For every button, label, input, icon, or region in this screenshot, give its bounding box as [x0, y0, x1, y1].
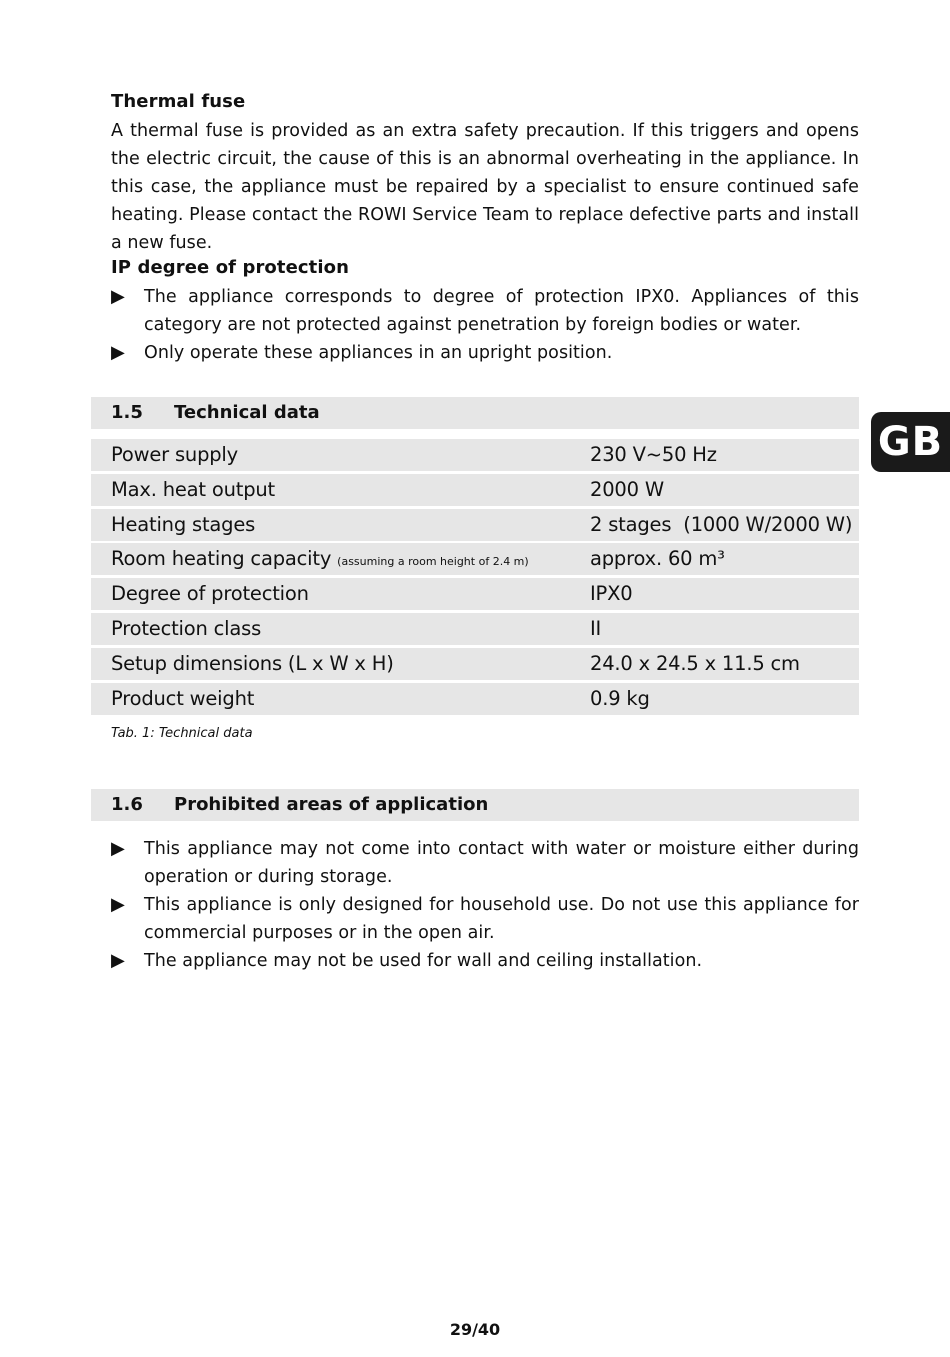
list-item	[111, 835, 859, 891]
spec-label: Degree of protection	[111, 582, 309, 606]
spec-label: Room heating capacity (assuming a room height of 2.4 m)	[111, 547, 529, 571]
table-row	[91, 578, 859, 610]
spec-value: 230 V~50 Hz	[590, 443, 717, 466]
list-item	[111, 283, 859, 339]
spec-label: Max. heat output	[111, 477, 275, 501]
ip-protection-list	[111, 283, 859, 367]
section-header-technical-data	[91, 397, 859, 429]
list-item	[111, 891, 859, 947]
spec-value: 2000 W	[590, 477, 664, 501]
prohibited-list	[111, 835, 859, 975]
spec-value: 2 stages (1000 W/2000 W)	[590, 512, 853, 536]
table-row	[91, 683, 859, 715]
section-number: 1.6	[111, 794, 143, 815]
language-tab: GB	[871, 412, 950, 472]
bullet-arrow-icon: ▶	[111, 950, 125, 971]
spec-value: 24.0 x 24.5 x 11.5 cm	[590, 651, 800, 675]
list-item-text: This appliance is only designed for household use. Do not use this appliance for commercial purposes or in the open air.	[144, 895, 859, 943]
table-row	[91, 543, 859, 575]
spec-label: Protection class	[111, 616, 262, 640]
spec-label: Heating stages	[111, 512, 256, 536]
table-row	[91, 439, 859, 471]
list-item	[111, 339, 859, 367]
table-row	[91, 648, 859, 680]
ip-protection-heading: IP degree of protection	[111, 257, 350, 278]
spec-label: Product weight	[111, 686, 255, 710]
table-row	[91, 509, 859, 541]
section-title: Prohibited areas of application	[174, 794, 489, 815]
table-row	[91, 613, 859, 645]
page-number: 29/40	[449, 1320, 501, 1339]
list-item-text: The appliance may not be used for wall and ceiling installation.	[144, 951, 703, 971]
bullet-arrow-icon: ▶	[111, 838, 125, 859]
spec-value: II	[590, 616, 602, 640]
spec-value: IPX0	[590, 582, 633, 606]
spec-label: Setup dimensions (L x W x H)	[111, 651, 394, 675]
list-item-text: The appliance corresponds to degree of protection IPX0. Appliances of this category are not protected against penetration by foreign bodies or water.	[144, 287, 859, 335]
bullet-arrow-icon: ▶	[111, 894, 125, 915]
table-caption: Tab. 1: Technical data	[111, 726, 253, 741]
technical-data-table	[91, 439, 859, 717]
bullet-arrow-icon: ▶	[111, 286, 125, 307]
thermal-fuse-heading: Thermal fuse	[111, 91, 246, 112]
section-header-prohibited-areas	[91, 789, 859, 821]
spec-label: Power supply	[111, 443, 238, 466]
thermal-fuse-text: A thermal fuse is provided as an extra safety precaution. If this triggers and opens the electric circuit, the cause of this is an abnormal overheating in the appliance. In this case, the appliance must be repaired by a specialist to ensure continued safe heating. Please contact the ROWI Service Team to replace defective parts and install a new fuse.	[111, 121, 859, 253]
list-item-text: This appliance may not come into contact with water or moisture either during operation or during storage.	[144, 839, 859, 887]
list-item-text: Only operate these appliances in an upright position.	[144, 343, 613, 363]
list-item	[111, 947, 859, 975]
section-number: 1.5	[111, 402, 143, 423]
spec-value: 0.9 kg	[590, 686, 650, 710]
bullet-arrow-icon: ▶	[111, 342, 125, 363]
section-title: Technical data	[174, 402, 320, 423]
spec-value: approx. 60 m³	[590, 547, 725, 571]
spec-note: (assuming a room height of 2.4 m)	[337, 555, 529, 569]
table-row	[91, 474, 859, 506]
